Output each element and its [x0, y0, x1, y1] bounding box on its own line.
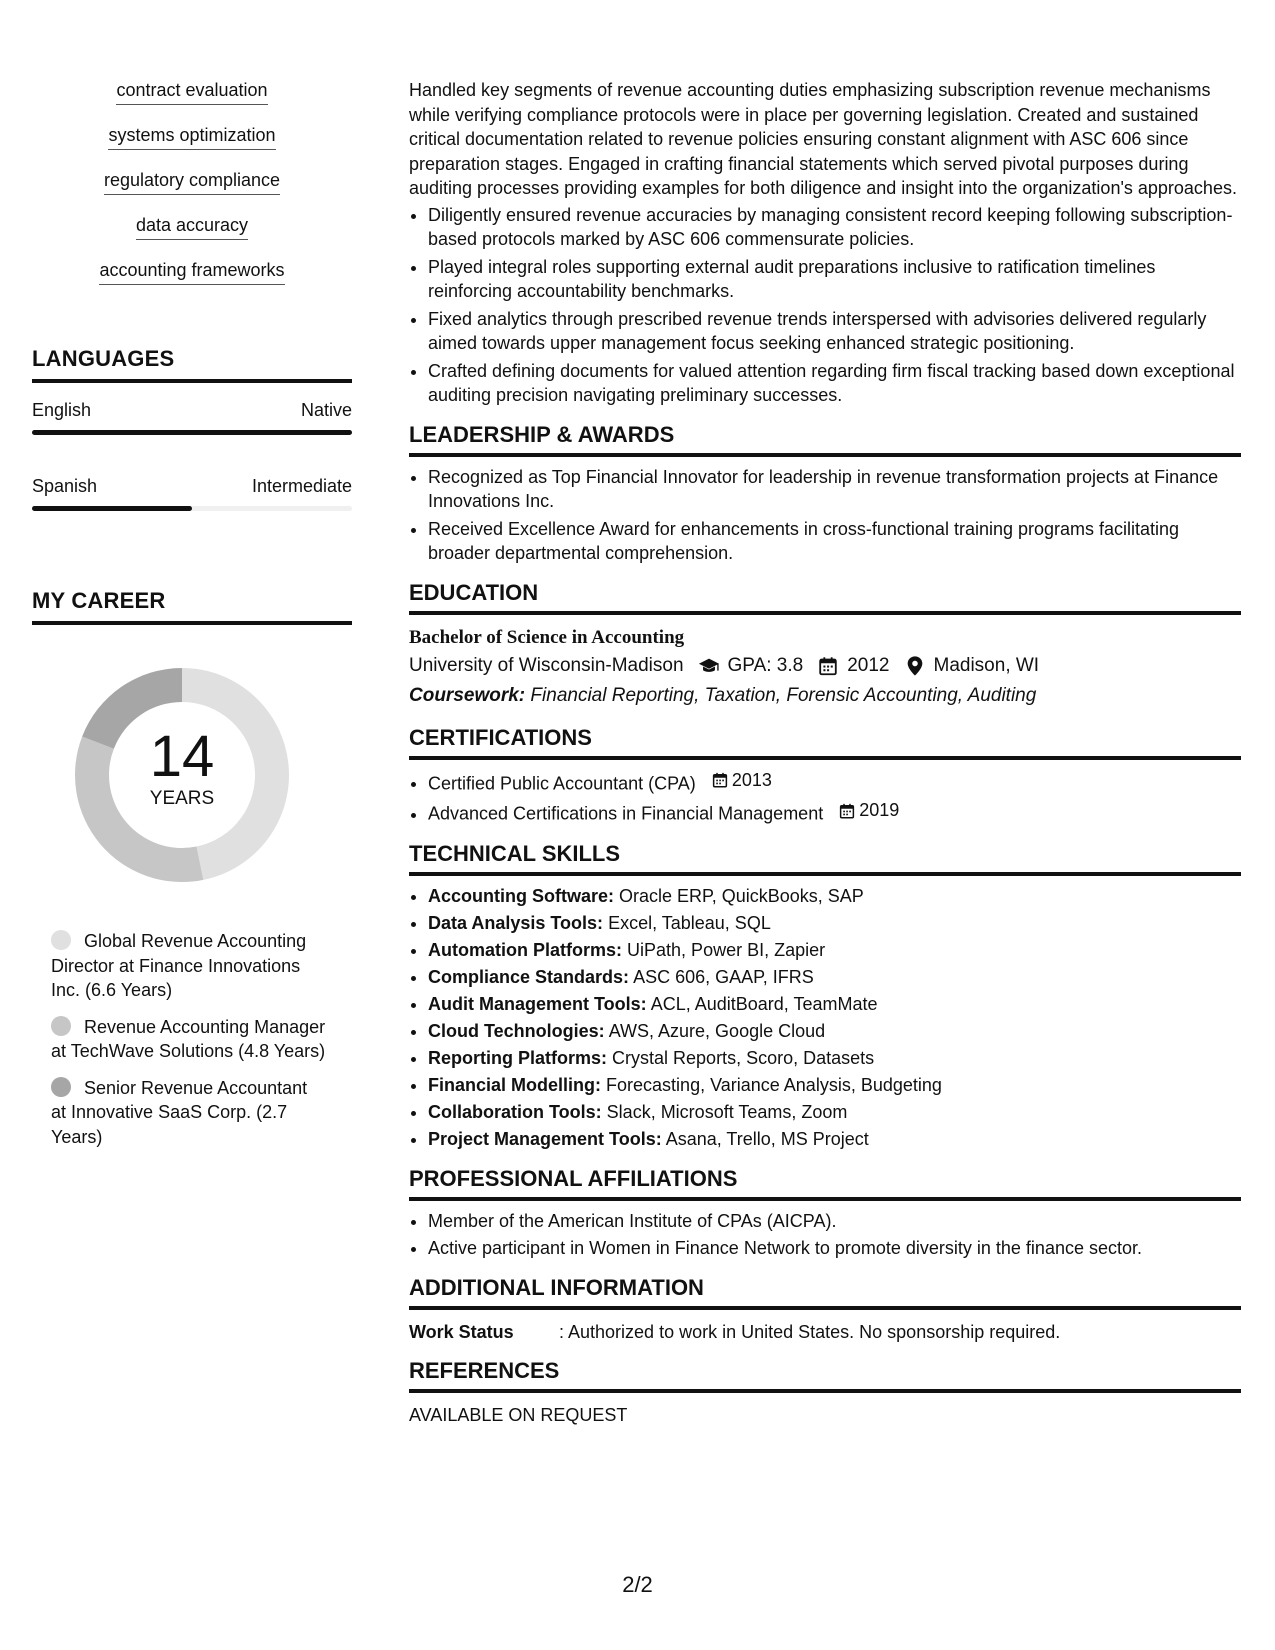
- experience-bullet: • Fixed analytics through prescribed revenue trends interspersed with advisories delivered regularly aimed towards upper management focus seeking enhanced strategic positioning.: [428, 307, 1241, 356]
- technical-skill-item: [428, 965, 1241, 990]
- technical-skill-label: Reporting Platforms:: [428, 1047, 608, 1068]
- skill-tag-item: [32, 78, 352, 106]
- work-status-row: [409, 1320, 1241, 1344]
- education-gpa: GPA: 3.8: [727, 654, 804, 676]
- education-year: 2012: [847, 654, 890, 676]
- work-status-label: Work Status: [409, 1321, 514, 1342]
- certification-year: 2013: [731, 769, 772, 790]
- skill-tag-item: [32, 258, 352, 286]
- additional-info-heading: ADDITIONAL INFORMATION: [409, 1275, 1241, 1310]
- language-level: Native: [300, 400, 352, 420]
- technical-skill-label: Collaboration Tools:: [428, 1101, 602, 1122]
- leadership-list: [409, 465, 1241, 566]
- technical-skill-item: [428, 1100, 1241, 1125]
- location-pin-icon: [904, 655, 926, 677]
- language-proficiency-fill: [32, 506, 192, 511]
- references-heading: REFERENCES: [409, 1358, 1241, 1393]
- technical-skill-item: [428, 1019, 1241, 1044]
- skill-tag: regulatory compliance: [104, 168, 280, 195]
- coursework-list: Financial Reporting, Taxation, Forensic Accounting, Auditing: [530, 684, 1037, 706]
- skill-tag: contract evaluation: [116, 78, 267, 105]
- language-name: Spanish: [32, 476, 98, 496]
- technical-skill-label: Project Management Tools:: [428, 1128, 662, 1149]
- skill-tags: [32, 78, 352, 286]
- career-section: [32, 588, 352, 1161]
- technical-skill-item: [428, 1127, 1241, 1152]
- experience-bullet: • Played integral roles supporting external audit preparations inclusive to ratification timelines reinforcing accountability benchmarks.: [428, 255, 1241, 304]
- career-total-years: 14: [149, 724, 215, 789]
- education-coursework: [409, 681, 1241, 711]
- career-legend-item: [51, 1015, 326, 1064]
- technical-skill-label: Data Analysis Tools:: [428, 912, 604, 933]
- affiliations-heading: PROFESSIONAL AFFILIATIONS: [409, 1166, 1241, 1201]
- leadership-item: • Recognized as Top Financial Innovator for leadership in revenue transformation projects at Finance Innovations Inc.: [428, 465, 1241, 514]
- technical-skill-value: Excel, Tableau, SQL: [608, 912, 771, 933]
- technical-skill-value: Asana, Trello, MS Project: [665, 1128, 869, 1149]
- coursework-label: Coursework:: [409, 684, 526, 706]
- education-degree: Bachelor of Science in Accounting: [409, 626, 685, 648]
- technical-skill-value: Oracle ERP, QuickBooks, SAP: [619, 885, 864, 906]
- skill-tag: systems optimization: [108, 123, 275, 150]
- career-role-label: Senior Revenue Accountant at Innovative SaaS Corp. (2.7 Years): [51, 1077, 308, 1147]
- language-level: Intermediate: [251, 476, 352, 496]
- skill-tag-item: [32, 168, 352, 196]
- technical-skill-label: Accounting Software:: [428, 885, 615, 906]
- affiliations-list: [409, 1209, 1241, 1261]
- calendar-icon: [838, 802, 856, 820]
- language-proficiency-bar: [32, 506, 352, 511]
- work-status-value: : Authorized to work in United States. No sponsorship required.: [559, 1321, 1061, 1342]
- career-years-label: YEARS: [149, 788, 215, 809]
- left-column: [32, 78, 352, 1147]
- career-heading: MY CAREER: [32, 588, 352, 625]
- technical-skill-item: [428, 884, 1241, 909]
- technical-skill-label: Compliance Standards:: [428, 966, 630, 987]
- technical-skill-label: Cloud Technologies:: [428, 1020, 605, 1041]
- certification-item: [428, 798, 1241, 827]
- technical-skill-item: [428, 938, 1241, 963]
- page-number: 2/2: [622, 1572, 653, 1597]
- technical-skill-value: UiPath, Power BI, Zapier: [627, 939, 826, 960]
- technical-skill-value: Slack, Microsoft Teams, Zoom: [606, 1101, 848, 1122]
- cert-date: [711, 768, 772, 793]
- experience-bullet: • Diligently ensured revenue accuracies by managing consistent record keeping following subscription-based protocols marked by ASC 606 commensurate policies.: [428, 203, 1241, 252]
- cert-date: [838, 798, 899, 823]
- skill-tag-item: [32, 213, 352, 241]
- technical-skill-item: [428, 1073, 1241, 1098]
- certification-item: [428, 768, 1241, 797]
- skill-tag: data accuracy: [136, 213, 248, 240]
- skill-tag-item: [32, 123, 352, 151]
- language-row: [32, 399, 352, 421]
- career-legend-item: [51, 1076, 326, 1150]
- calendar-icon: [817, 655, 839, 677]
- leadership-heading: LEADERSHIP & AWARDS: [409, 422, 1241, 457]
- career-legend-item: [51, 929, 326, 1003]
- right-column: [409, 78, 1241, 1427]
- experience-bullet: • Crafted defining documents for valued attention regarding firm fiscal tracking based down exceptional auditing precision navigating preliminary successes.: [428, 359, 1241, 408]
- technical-skill-item: [428, 992, 1241, 1017]
- technical-skill-item: [428, 911, 1241, 936]
- technical-skill-label: Automation Platforms:: [428, 939, 623, 960]
- references-text: AVAILABLE ON REQUEST: [409, 1404, 628, 1425]
- experience-bullets: [409, 203, 1241, 408]
- education-heading: EDUCATION: [409, 580, 1241, 615]
- donut-center: [62, 724, 302, 811]
- technical-skill-label: Audit Management Tools:: [428, 993, 647, 1014]
- language-proficiency-bar: [32, 430, 352, 435]
- education-details: [409, 651, 1241, 681]
- languages-heading: LANGUAGES: [32, 346, 352, 383]
- technical-skill-value: Forecasting, Variance Analysis, Budgeting: [606, 1074, 942, 1095]
- technical-skills-heading: TECHNICAL SKILLS: [409, 841, 1241, 876]
- language-proficiency-fill: [32, 430, 352, 435]
- technical-skill-value: Crystal Reports, Scoro, Datasets: [612, 1047, 875, 1068]
- certification-name: Certified Public Accountant (CPA): [428, 773, 696, 793]
- technical-skill-value: AWS, Azure, Google Cloud: [608, 1020, 826, 1041]
- experience-summary: Handled key segments of revenue accounting duties emphasizing subscription revenue mechanisms while verifying compliance protocols were in place per governing legislation. Created and sustained critical documentation related to revenue policies ensuring constant alignment with ASC 606 since preparation stages. Engaged in crafting financial statements which served pivotal purposes during auditing processes providing examples for both diligence and insight into the organization's approaches.: [409, 80, 1237, 198]
- leadership-item: • Received Excellence Award for enhancements in cross-functional training programs facilitating broader departmental comprehension.: [428, 517, 1241, 566]
- education-school: University of Wisconsin-Madison: [409, 654, 684, 676]
- technical-skill-value: ASC 606, GAAP, IFRS: [633, 966, 814, 987]
- language-name: English: [32, 400, 92, 420]
- career-donut-chart: [62, 655, 302, 895]
- affiliation-item: • Member of the American Institute of CPAs (AICPA).: [428, 1209, 1241, 1234]
- graduation-cap-icon: [698, 655, 720, 677]
- career-legend: [51, 929, 326, 1149]
- technical-skill-item: [428, 1046, 1241, 1071]
- legend-dot-icon: [51, 930, 71, 950]
- skill-tag: accounting frameworks: [99, 258, 284, 285]
- language-row: [32, 475, 352, 497]
- languages-section: [32, 346, 352, 511]
- technical-skill-label: Financial Modelling:: [428, 1074, 602, 1095]
- legend-dot-icon: [51, 1077, 71, 1097]
- certifications-heading: CERTIFICATIONS: [409, 725, 1241, 760]
- technical-skills-list: [409, 884, 1241, 1152]
- calendar-icon: [711, 771, 729, 789]
- education-location: Madison, WI: [933, 654, 1040, 676]
- certifications-list: [409, 768, 1241, 827]
- affiliation-item: • Active participant in Women in Finance Network to promote diversity in the finance sector.: [428, 1236, 1241, 1261]
- technical-skill-value: ACL, AuditBoard, TeamMate: [650, 993, 878, 1014]
- certification-year: 2019: [859, 800, 900, 820]
- career-role-label: Revenue Accounting Manager at TechWave Solutions (4.8 Years): [51, 1016, 326, 1061]
- certification-name: Advanced Certifications in Financial Management: [428, 803, 824, 824]
- legend-dot-icon: [51, 1016, 71, 1036]
- career-role-label: Global Revenue Accounting Director at Finance Innovations Inc. (6.6 Years): [51, 931, 307, 1000]
